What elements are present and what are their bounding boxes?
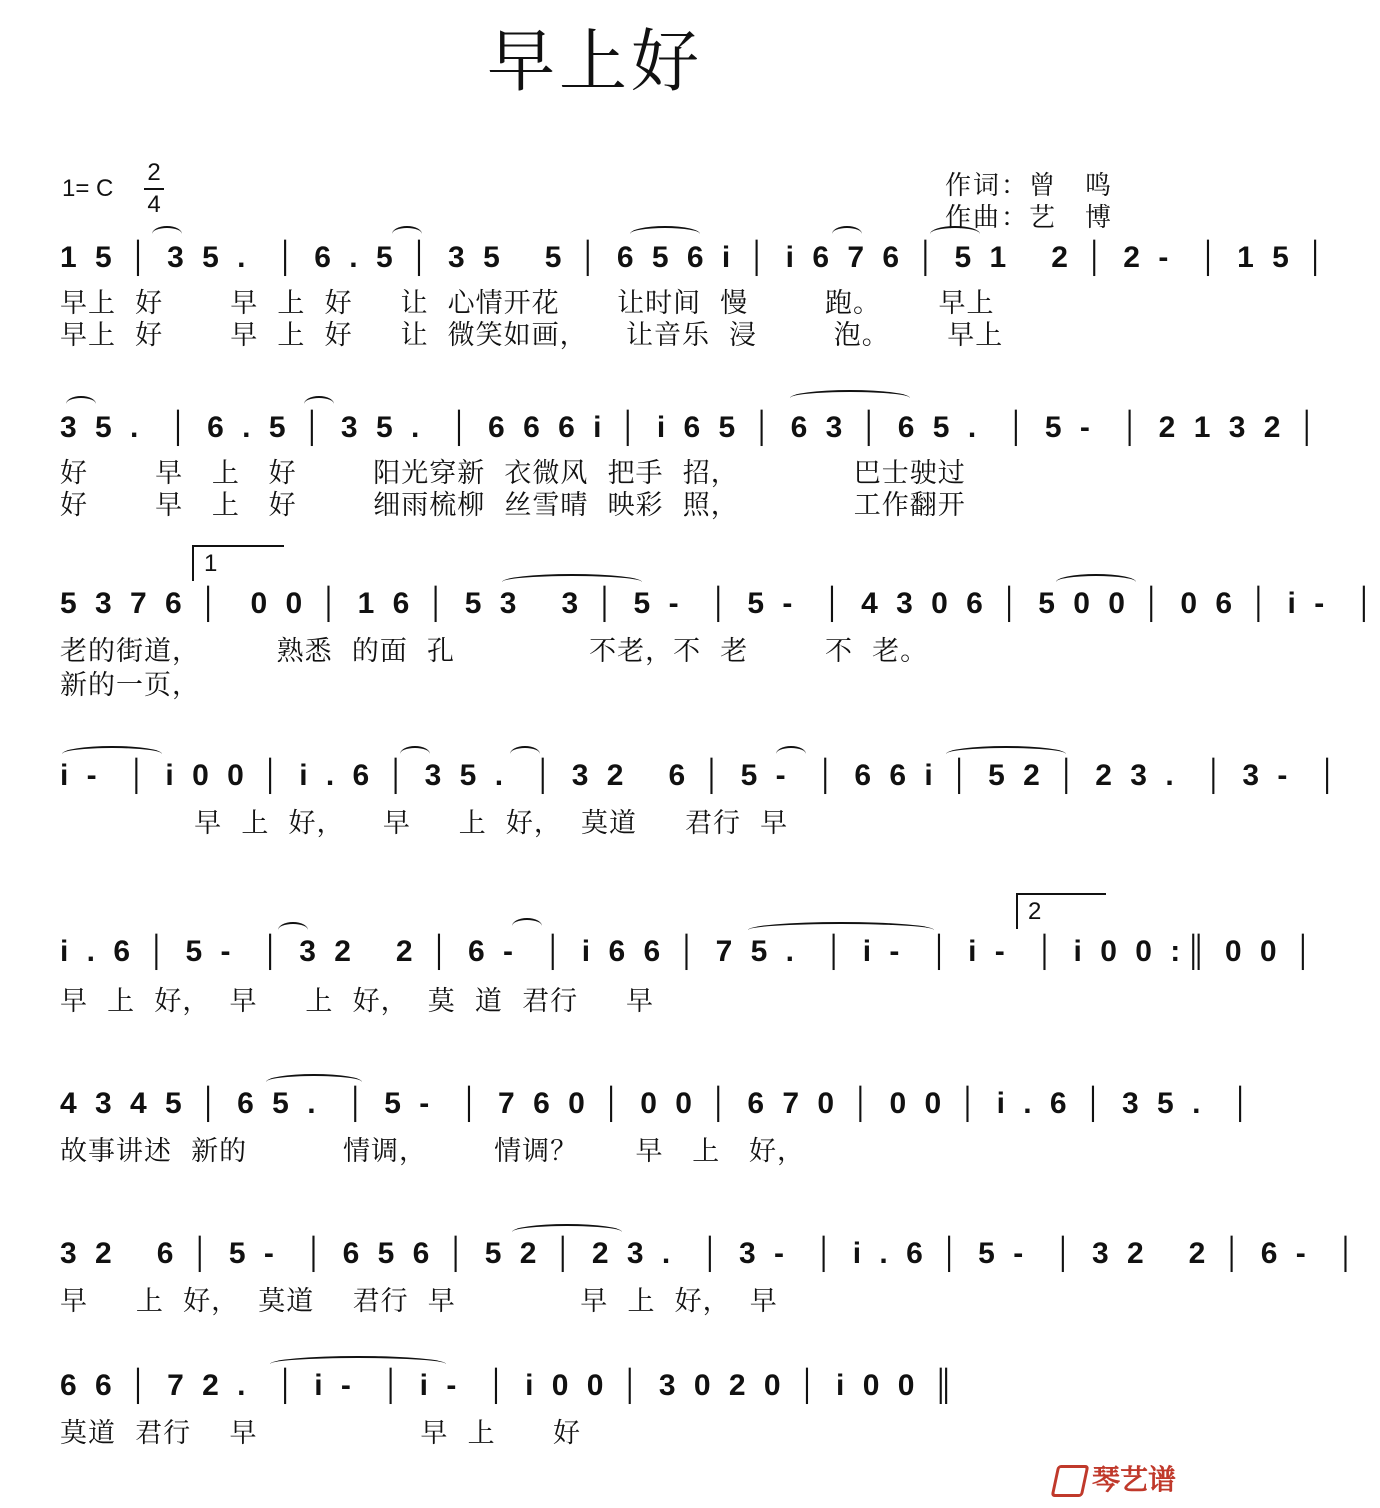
time-signature (144, 160, 164, 218)
logo-text: 琴艺谱 (1091, 1463, 1176, 1496)
notes-line: i . 6 │ 5 - │ 3 2 2 │ 6 - │ i 6 6 │ 7 5 . │ i - │ i - │ i 0 0 :║ 0 0 │ (60, 935, 1319, 968)
slur-mark (630, 226, 700, 242)
slur-mark (270, 1356, 446, 1372)
lyric-verse-1: 早 上 好， 早 上 好， 莫 道 君行 早 (60, 986, 654, 1017)
volta-bracket-2: 2 (1016, 893, 1106, 929)
lyric-verse-1: 莫道 君行 早 早 上 好 (60, 1418, 582, 1449)
lyric-verse-2: 早上 好 早 上 好 让 微笑如画， 让音乐 浸 泡。 早上 (60, 320, 1004, 351)
slur-mark (62, 746, 162, 762)
time-signature-bottom: 4 (147, 191, 161, 218)
lyric-verse-2: 好 早 上 好 细雨梳柳 丝雪晴 映彩 照， 工作翻开 (60, 490, 966, 521)
slur-mark (1056, 574, 1136, 590)
notes-line: 5 3 7 6 │ 0 0 │ 1 6 │ 5 3 3 │ 5 - │ 5 - │ 4 3 0 6 │ 5 0 0 │ 0 6 │ i - │ (60, 587, 1380, 620)
notes-line: 1 5 │ 3 5 . │ 6 . 5 │ 3 5 5 │ 6 5 6 i │ i 6 7 6 │ 5 1 2 │ 2 - │ 1 5 │ (60, 241, 1331, 274)
lyric-verse-1: 好 早 上 好 阳光穿新 衣微风 把手 招， 巴士驶过 (60, 458, 966, 489)
logo-icon (1051, 1465, 1090, 1497)
slur-mark (278, 922, 308, 938)
lyric-verse-1: 早 上 好， 早 上 好， 莫道 君行 早 (60, 808, 789, 839)
slur-mark (152, 226, 182, 242)
slur-mark (512, 1224, 622, 1240)
slur-mark (510, 746, 540, 762)
slur-mark (392, 226, 422, 242)
slur-mark (66, 396, 96, 412)
notes-line: 4 3 4 5 │ 6 5 . │ 5 - │ 7 6 0 │ 0 0 │ 6 7 0 │ 0 0 │ i . 6 │ 3 5 . │ (60, 1087, 1256, 1120)
notes-line: 6 6 │ 7 2 . │ i - │ i - │ i 0 0 │ 3 0 2 0 │ i 0 0 ║ (60, 1369, 960, 1402)
slur-mark (502, 574, 642, 590)
slur-mark (748, 922, 934, 938)
lyric-verse-2: 新的一页， (60, 670, 200, 701)
time-signature-top: 2 (147, 159, 161, 186)
lyric-verse-1: 早 上 好， 莫道 君行 早 早 上 好， 早 (60, 1286, 778, 1317)
volta-bracket-1: 1 (192, 545, 284, 581)
lyric-verse-1: 故事讲述 新的 情调， 情调？ 早 上 好， (60, 1136, 806, 1167)
slur-mark (776, 746, 806, 762)
lyricist-credit: 作词：曾 鸣 (945, 171, 1114, 201)
notes-line: i - │ i 0 0 │ i . 6 │ 3 5 . │ 3 2 6 │ 5 - │ 6 6 i │ 5 2 │ 2 3 . │ 3 - │ (60, 759, 1343, 792)
notes-line: 3 5 . │ 6 . 5 │ 3 5 . │ 6 6 6 i │ i 6 5 │ 6 3 │ 6 5 . │ 5 - │ 2 1 3 2 │ (60, 411, 1323, 444)
notes-line: 3 2 6 │ 5 - │ 6 5 6 │ 5 2 │ 2 3 . │ 3 - │ i . 6 │ 5 - │ 3 2 2 │ 6 - │ (60, 1237, 1362, 1270)
slur-mark (930, 226, 980, 242)
site-logo (1054, 1458, 1176, 1498)
lyric-verse-1: 早上 好 早 上 好 让 心情开花 让时间 慢 跑。 早上 (60, 288, 995, 319)
page-title: 早上好 (486, 23, 703, 102)
slur-mark (790, 390, 910, 406)
slur-mark (512, 918, 542, 934)
slur-mark (832, 226, 862, 242)
slur-mark (400, 746, 430, 762)
slur-mark (946, 746, 1066, 762)
lyric-verse-1: 老的街道， 熟悉 的面 孔 不老，不 老 不 老。 (60, 636, 929, 667)
composer-credit: 作曲：艺 博 (945, 203, 1114, 233)
key-signature: 1= C (62, 175, 114, 202)
slur-mark (304, 396, 334, 412)
slur-mark (266, 1074, 362, 1090)
